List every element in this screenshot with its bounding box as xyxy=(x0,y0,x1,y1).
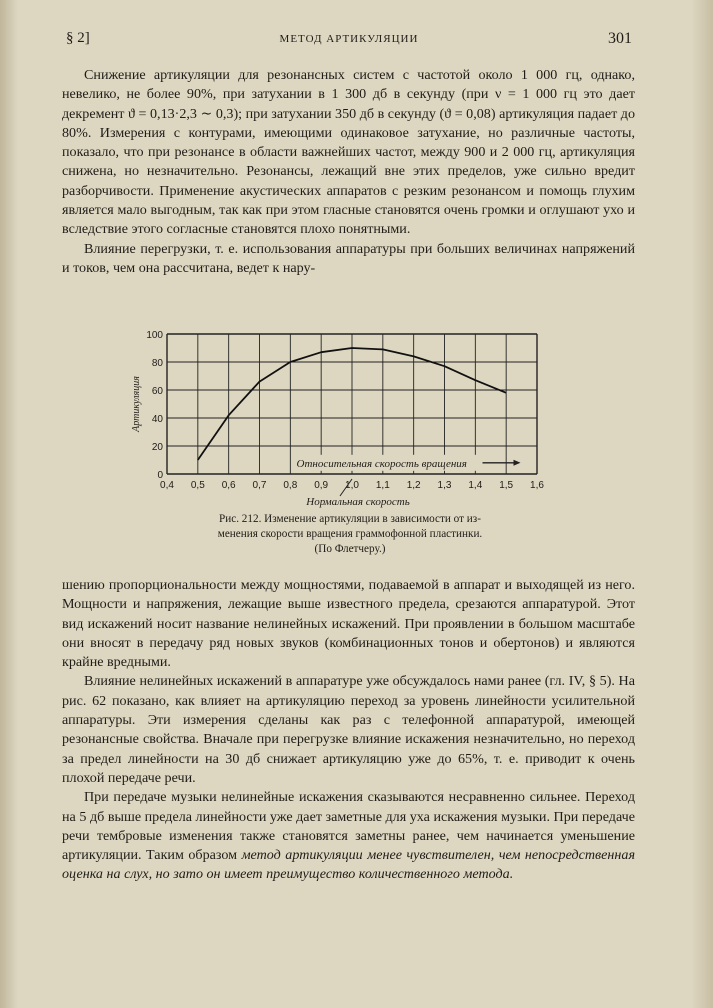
paragraph-text: При передаче музыки нелинейные искажения сказываются несравненно сильнее. Переход на 5 дб выше предела линейности уже дает заметные для уха искажения музыки. При передаче речи тембровые изменения также становятся заметны ранее, чем начинается уменьшение артикуляции. Таким образом xyxy=(62,789,635,864)
page-number: 301 xyxy=(608,30,632,47)
figure-212-chart xyxy=(125,326,555,511)
paragraph xyxy=(62,788,635,884)
section-number: § 2] xyxy=(66,30,90,46)
x-axis-label: Нормальная скорость xyxy=(306,496,410,508)
x-tick-label: 1,4 xyxy=(468,480,483,491)
y-tick-label: 60 xyxy=(151,386,163,397)
italic-conclusion: метод артикуляции менее чувствителен, чем непосредственная оценка на слух, но зато он имеет преимущество количественного метода. xyxy=(62,847,635,883)
y-tick-label: 20 xyxy=(151,442,163,453)
x-tick-label: 1,6 xyxy=(530,480,544,491)
paragraph: шению пропорциональности между мощностями, подаваемой в аппарат и выходящей из него. Мощности и напряжения, лежащие выше известного предела, срезаются аппаратурой. Этот вид искажений носит название нелинейных искажений. При проявлении в большом масштабе они вносят в передачу ряд новых звуков (комбинационных тонов и обертонов) и являются крайне вредными. xyxy=(62,577,635,671)
x-tick-label: 1,1 xyxy=(375,480,390,491)
paragraph: Влияние перегрузки, т. е. использования аппаратуры при больших величинах напряжений и токов, чем она рассчитана, ведет к нару- xyxy=(62,240,635,276)
x-tick-label: 1,3 xyxy=(437,480,452,491)
x-tick-label: 0,9 xyxy=(314,480,329,491)
annotation-arrowhead xyxy=(514,460,521,466)
x-tick-label: 0,5 xyxy=(190,480,205,491)
paragraph: Влияние нелинейных искажений в аппаратуре уже обсуждалось нами ранее (гл. IV, § 5). На рис. 62 показано, как влияет на артикуляцию переход за уровень линейности усилительной аппаратуры. Эти измерения сделаны как раз с телефонной аппаратурой, имеющей резонансные свойства. Вначале при перегрузке влияние искажения незначительно, но переход за предел линейности на 30 дб снижает артикуляцию уже до 65%, т. е. приводит к очень плохой передаче речи. xyxy=(62,673,635,786)
caption-line: Рис. 212. Изменение артикуляции в зависимости от из- xyxy=(219,513,481,525)
y-tick-label: 0 xyxy=(157,470,163,481)
running-header xyxy=(66,30,632,50)
y-axis-label: Артикуляция xyxy=(131,376,142,432)
paragraph: Снижение артикуляции для резонансных систем с частотой около 1 000 гц, однако, невелико, не более 90%, при затухании в 1 300 дб в секунду (при ν = 1 000 гц это дает декремент ϑ = 0,13·2,3 ∼ 0,3); при затухании 350 дб в секунду (ϑ = 0,08) артикуляция падает до 80%. Измерения с контурами, имеющими одинаковое затухание, но различные частоты, показало, что при резонансе в области важнейших частот, между 900 и 2 000 гц, артикуляция снижена, но незначительно. Резонансы, лежащий вне этих пределов, уже сильно вредит разборчивости. Применение акустических аппаратов с резким резонансом и помощь глухим является мало выгодным, так как при этом гласные становятся очень громки и оглушают ухо и вследствие этого согласные становятся плохо понятными. xyxy=(62,67,635,238)
text-block-bottom xyxy=(62,576,635,885)
y-tick-label: 100 xyxy=(146,330,163,341)
x-tick-label: 0,8 xyxy=(283,480,298,491)
chart-svg xyxy=(125,326,555,511)
running-title: МЕТОД АРТИКУЛЯЦИИ xyxy=(279,33,419,45)
figure-caption xyxy=(140,512,560,557)
x-tick-label: 0,6 xyxy=(221,480,236,491)
caption-line: менения скорости вращения граммофонной пластинки. xyxy=(217,528,483,540)
x-tick-label: 0,7 xyxy=(252,480,267,491)
text-block-top xyxy=(62,66,635,278)
x-tick-label: 1,0 xyxy=(345,480,359,491)
y-tick-label: 40 xyxy=(151,414,163,425)
annotation-label: Относительная скорость вращения xyxy=(296,457,467,470)
x-tick-label: 1,2 xyxy=(406,480,421,491)
y-tick-label: 80 xyxy=(151,358,163,369)
x-tick-label: 0,4 xyxy=(160,480,174,491)
x-tick-label: 1,5 xyxy=(499,480,514,491)
caption-line: (По Флетчеру.) xyxy=(314,543,386,555)
